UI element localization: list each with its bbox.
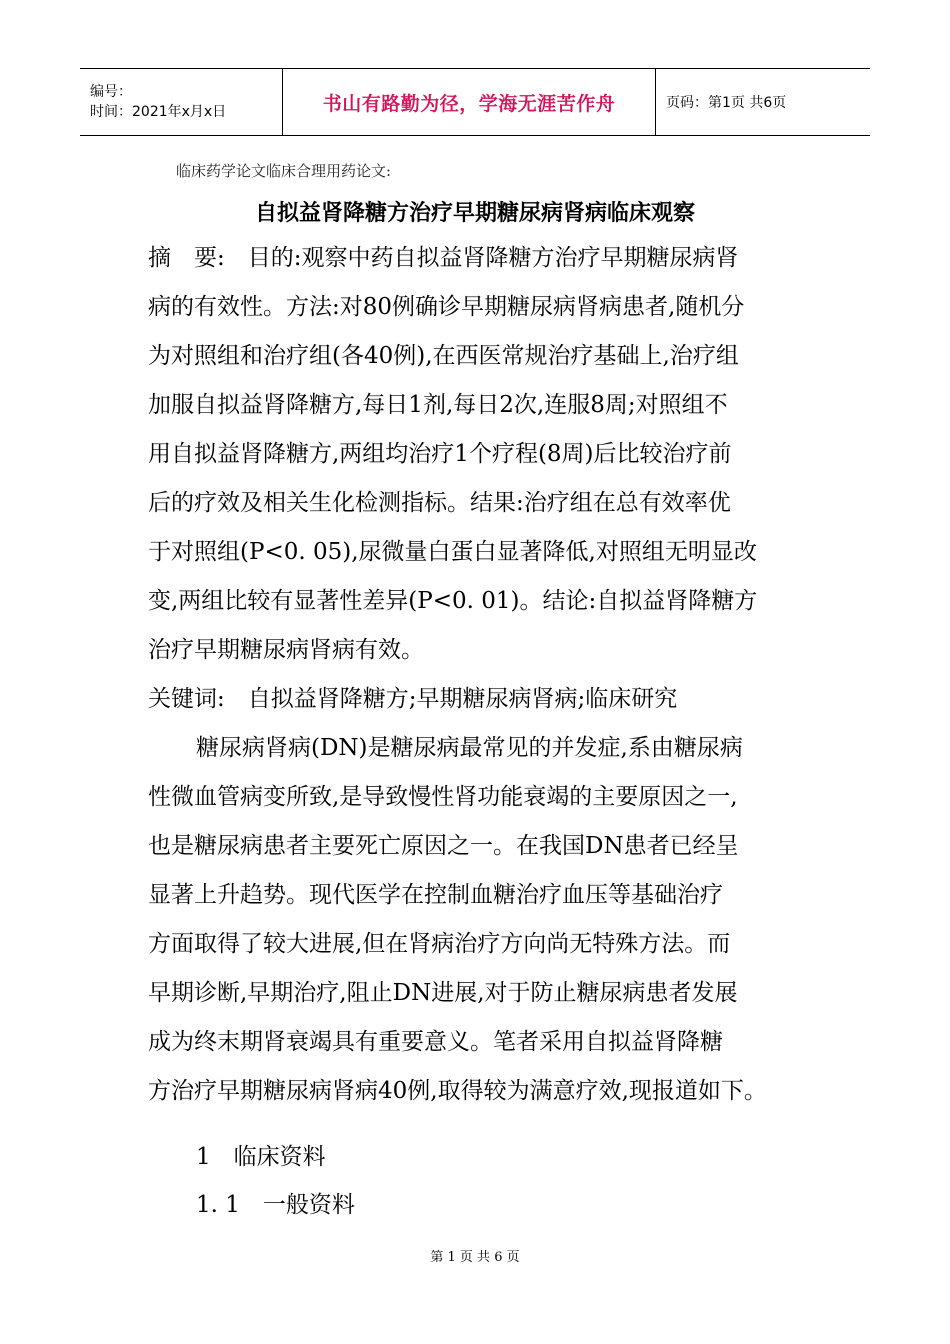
intro-line: 方面取得了较大进展,但在肾病治疗方向尚无特殊方法。而	[148, 931, 731, 957]
section-heading-1: 1 临床资料	[196, 1144, 326, 1170]
header-page-cell	[656, 69, 870, 135]
document-header	[80, 68, 870, 136]
abstract-line: 用自拟益肾降糖方,两组均治疗1个疗程(8周)后比较治疗前	[148, 441, 732, 467]
abstract-line: 治疗早期糖尿病肾病有效。	[148, 637, 424, 663]
number-label: 编号：	[90, 84, 132, 100]
document-subtitle: 临床药学论文临床合理用药论文:	[176, 162, 392, 180]
abstract-line: 加服自拟益肾降糖方,每日1剂,每日2次,连服8周;对照组不	[148, 392, 728, 418]
intro-line: 也是糖尿病患者主要死亡原因之一。在我国DN患者已经呈	[148, 833, 739, 859]
abstract-line: 于对照组(P<0. 05),尿微量白蛋白显著降低,对照组无明显改	[148, 539, 757, 565]
abstract-line: 为对照组和治疗组(各40例),在西医常规治疗基础上,治疗组	[148, 343, 739, 369]
header-left-cell	[80, 69, 282, 135]
abstract-line: 变,两组比较有显著性差异(P<0. 01)。结论:自拟益肾降糖方	[148, 588, 758, 614]
page-footer: 第 1 页 共 6 页	[430, 1250, 520, 1265]
intro-line: 性微血管病变所致,是导致慢性肾功能衰竭的主要原因之一,	[148, 784, 738, 810]
abstract-line: 后的疗效及相关生化检测指标。结果:治疗组在总有效率优	[148, 490, 731, 516]
section-heading-1-1: 1. 1 一般资料	[196, 1192, 355, 1218]
abstract-line: 病的有效性。方法:对80例确诊早期糖尿病肾病患者,随机分	[148, 294, 745, 320]
motto-text: 书山有路勤为径，学海无涯苦作舟	[322, 92, 616, 115]
keywords-line: 关键词: 自拟益肾降糖方;早期糖尿病肾病;临床研究	[148, 686, 678, 712]
document-title: 自拟益肾降糖方治疗早期糖尿病肾病临床观察	[254, 201, 695, 226]
intro-line: 显著上升趋势。现代医学在控制血糖治疗血压等基础治疗	[148, 882, 723, 908]
intro-line: 糖尿病肾病(DN)是糖尿病最常见的并发症,系由糖尿病	[196, 735, 743, 761]
intro-line: 方治疗早期糖尿病肾病40例,取得较为满意疗效,现报道如下。	[148, 1078, 767, 1104]
abstract-line: 摘 要: 目的:观察中药自拟益肾降糖方治疗早期糖尿病肾	[148, 245, 739, 271]
page-info: 页码：第1页 共6页	[666, 95, 787, 111]
header-motto-cell	[282, 69, 656, 135]
abstract-block	[148, 234, 808, 1116]
date-label: 时间：2021年x月x日	[90, 104, 227, 120]
intro-line: 早期诊断,早期治疗,阻止DN进展,对于防止糖尿病患者发展	[148, 980, 738, 1006]
intro-line: 成为终末期肾衰竭具有重要意义。笔者采用自拟益肾降糖	[148, 1029, 723, 1055]
